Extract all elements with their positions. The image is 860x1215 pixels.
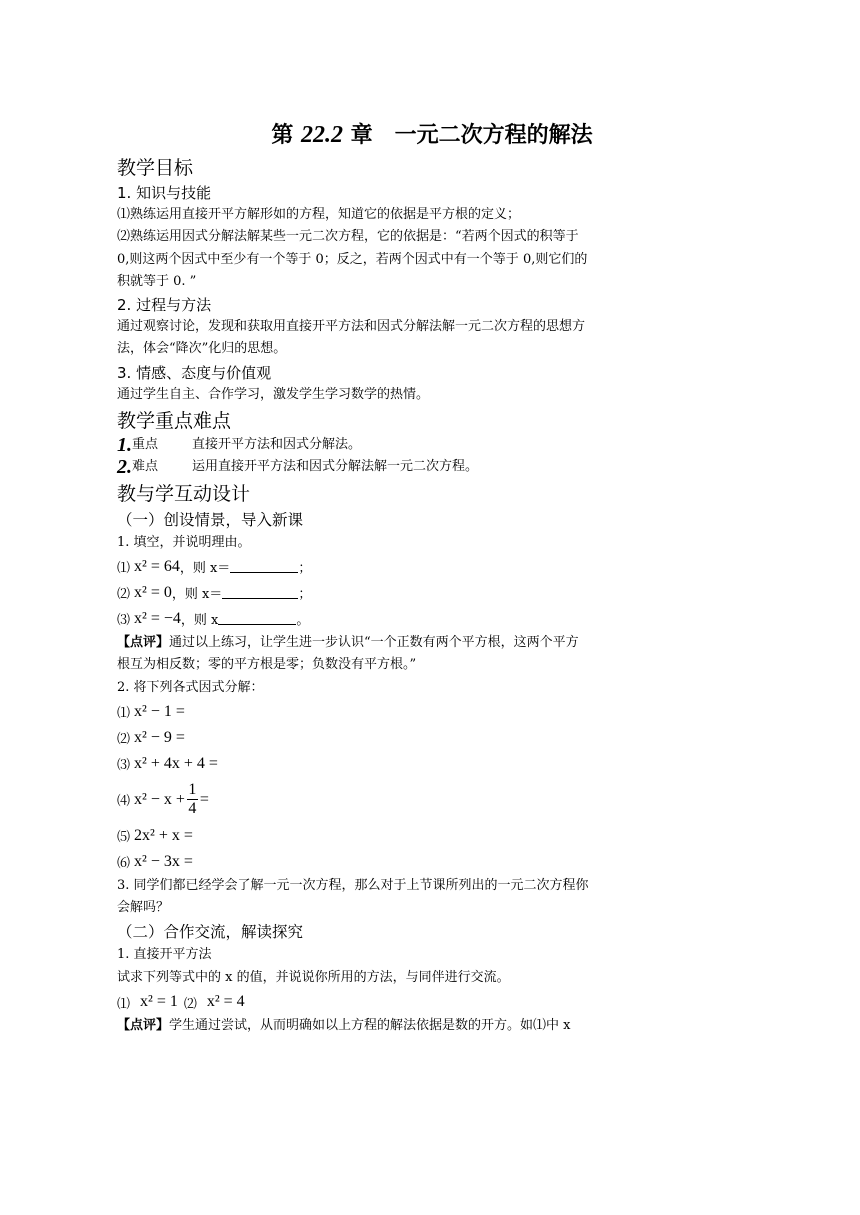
fill-blank-row: ⑵ x² = 0 ，则 x＝ ； [117,583,312,603]
answer-blank [230,560,298,573]
method-heading: 1. 直接开平方法 [117,947,212,963]
comment: 【点评】通过以上练习，让学生进一步认识“一个正数有两个平方根，这两个平方 [117,634,579,650]
question: 2. 将下列各式因式分解： [117,679,264,695]
paragraph: 通过观察讨论，发现和获取用直接开平方法和因式分解法解一元二次方程的思想方 [117,319,586,335]
answer-blank [222,586,298,599]
question: 1. 填空，并说明理由。 [117,534,251,550]
paragraph: ⑴熟练运用直接开平方解形如的方程，知道它的依据是平方根的定义； [117,207,521,222]
expression-row: ⑶ x² + 4x + 4 = [117,754,218,774]
subheading-attitude: 3. 情感、态度与价值观 [117,363,272,382]
expression-row: ⑴ x² − 1 = [117,702,185,722]
paragraph: 通过学生自主、合作学习，激发学生学习数学的热情。 [117,386,430,402]
question: 会解吗？ [117,900,170,916]
heading-goals: 教学目标 [117,157,194,179]
fraction: $\frac{1}{4}$ [188,781,197,818]
fill-blank-row: ⑶ x² = −4 ，则 x 。 [117,609,310,629]
fill-blank-row: ⑴ x² = 64 ，则 x＝ ； [117,557,312,577]
equation-row: ⑴ x² = 1 ⑵ x² = 4 [117,993,245,1012]
subheading-knowledge: 1. 知识与技能 [117,184,212,202]
expression-row: ⑵ x² − 9 = [117,728,185,748]
subheading-process: 2. 过程与方法 [117,296,212,315]
keypoint-item: 2. 难点 运用直接开平方法和因式分解法解一元二次方程。 [117,456,479,479]
part-heading: （二）合作交流，解读探究 [117,923,304,942]
answer-blank [218,612,296,625]
keypoint-item: 1. 重点 直接开平方法和因式分解法。 [117,434,362,457]
paragraph: 试求下列等式中的 x 的值，并说说你所用的方法，与同伴进行交流。 [117,969,510,985]
page-title: 第 22.2 章 一元二次方程的解法 [271,122,593,148]
heading-keypoints: 教学重点难点 [117,410,232,433]
paragraph: 法，体会“降次”化归的思想。 [117,341,287,357]
document-page [117,118,747,1037]
heading-interactive: 教与学互动设计 [117,482,251,505]
comment: 【点评】学生通过尝试，从而明确如以上方程的解法依据是数的开方。如⑴中 x [117,1018,571,1034]
paragraph: 积就等于 0. ” [117,273,197,289]
part-heading: （一）创设情景，导入新课 [117,510,304,529]
paragraph: ⑵熟练运用因式分解法解某些一元二次方程，它的依据是：“若两个因式的积等于 [117,229,579,245]
paragraph: 0,则这两个因式中至少有一个等于 0；反之，若两个因式中有一个等于 0,则它们的 [117,251,588,267]
question: 3. 同学们都已经学会了解一元一次方程，那么对于上节课所列出的一元二次方程你 [117,877,589,893]
expression-row: ⑹ x² − 3x = [117,852,193,872]
expression-row: ⑷ x² − x + $\frac{1}{4}$ = [117,781,209,818]
expression-row: ⑸ 2x² + x = [117,826,193,846]
comment: 根互为相反数；零的平方根是零；负数没有平方根。” [117,657,417,673]
